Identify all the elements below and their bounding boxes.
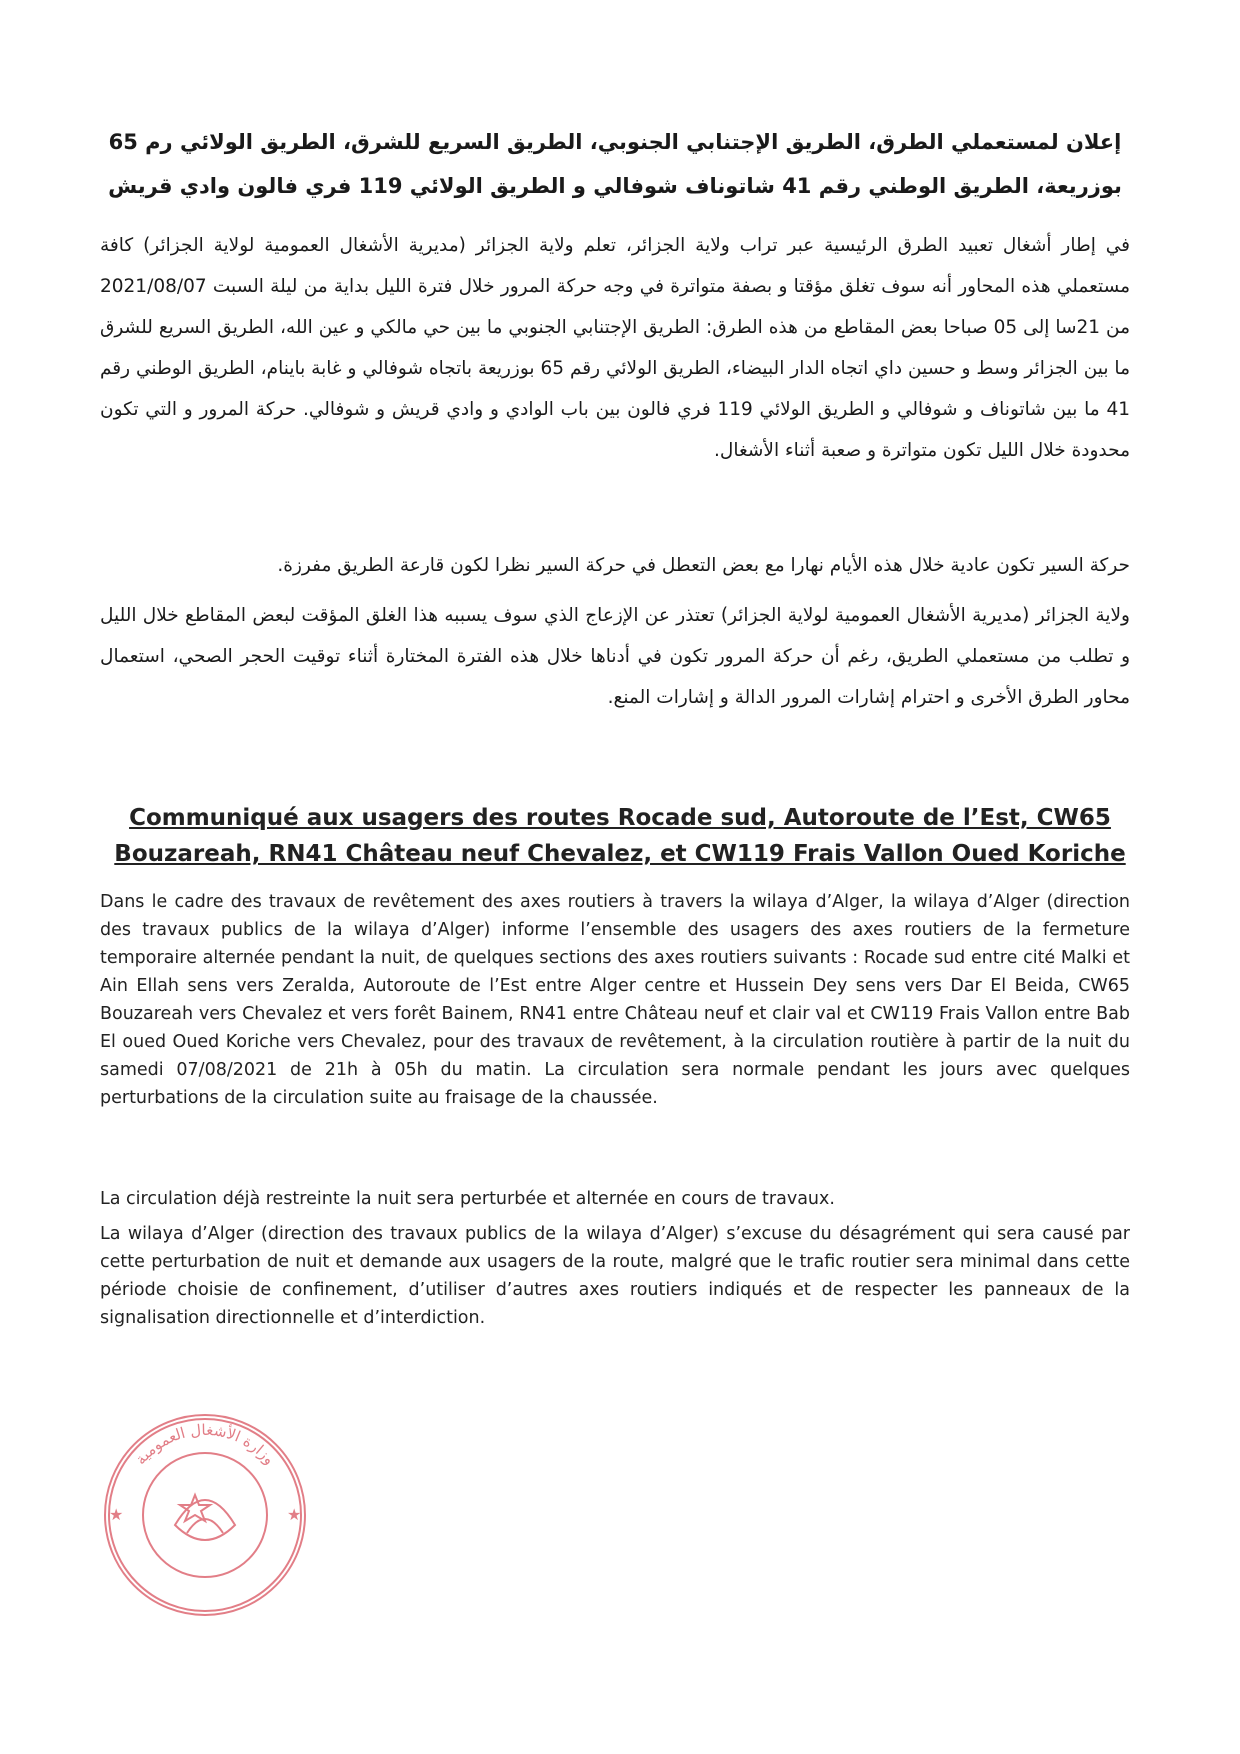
french-paragraph-3: La wilaya d’Alger (direction des travaux publics de la wilaya d’Alger) s’excuse du désagrément qui sera causé par cette perturbation de nuit et demande aux usagers de la route, malgré que le trafic routier sera minimal dans cette période choisie de confinement, d’utiliser d’autres axes routiers indiqués et de respecter les panneaux de la signalisation directionnelle et d’interdiction.	[100, 1224, 1130, 1328]
french-title-line-1: Communiqué aux usagers des routes Rocade sud, Autoroute de l’Est, CW65	[129, 805, 1111, 831]
arabic-title-line-1: إعلان لمستعملي الطرق، الطريق الإجتنابي الجنوبي، الطريق السريع للشرق، الطريق الولائي رم 65	[108, 130, 1122, 154]
arabic-title-line-2: بوزريعة، الطريق الوطني رقم 41 شاتوناف شوفالي و الطريق الولائي 119 فري فالون وادي قريش	[108, 174, 1122, 198]
stamp-star-left-icon: ★	[109, 1505, 124, 1524]
french-title-line-2: Bouzareah, RN41 Château neuf Chevalez, et CW119 Frais Vallon Oued Koriche	[114, 841, 1126, 867]
stamp-text: وزارة الأشغال العمومية	[131, 1420, 279, 1469]
official-stamp	[95, 1405, 315, 1625]
arabic-paragraph-2: حركة السير تكون عادية خلال هذه الأيام نهارا مع بعض التعطل في حركة السير نظرا لكون قارعة الطريق مفرزة.	[277, 555, 1130, 576]
french-paragraph-2: La circulation déjà restreinte la nuit sera perturbée et alternée en cours de travaux.	[100, 1189, 835, 1209]
arabic-title	[100, 120, 1130, 208]
stamp-seal-icon	[95, 1405, 315, 1625]
french-title	[100, 800, 1140, 872]
french-paragraph-1: Dans le cadre des travaux de revêtement des axes routiers à travers la wilaya d’Alger, la wilaya d’Alger (direction des travaux publics de la wilaya d’Alger) informe l’ensemble des usagers des axes routiers de la fermeture temporaire alternée pendant la nuit, de quelques sections des axes routiers suivants : Rocade sud entre cité Malki et Ain Ellah sens vers Zeralda, Autoroute de l’Est entre Alger centre et Hussein Dey sens vers Dar El Beida, CW65 Bouzareah vers Chevalez et vers forêt Bainem, RN41 entre Château neuf et clair val et CW119 Frais Vallon entre Bab El oued Oued Koriche vers Chevalez, pour des travaux de revêtement, à la circulation routière à partir de la nuit du samedi 07/08/2021 de 21h à 05h du matin. La circulation sera normale pendant les jours avec quelques perturbations de la circulation suite au fraisage de la chaussée.	[100, 892, 1130, 1108]
arabic-paragraph-1: في إطار أشغال تعبيد الطرق الرئيسية عبر تراب ولاية الجزائر، تعلم ولاية الجزائر (مديرية الأشغال العمومية لولاية الجزائر) كافة مستعملي هذه المحاور أنه سوف تغلق مؤقتا و بصفة متواترة في وجه حركة المرور خلال فترة الليل بداية من ليلة السبت 2021/08/07 من 21سا إلى 05 صباحا بعض المقاطع من هذه الطرق: الطريق الإجتنابي الجنوبي ما بين حي مالكي و عين الله، الطريق السريع للشرق ما بين الجزائر وسط و حسين داي اتجاه الدار البيضاء، الطريق الولائي رقم 65 بوزريعة باتجاه شوفالي و غابة باينام، الطريق الوطني رقم 41 ما بين شاتوناف و شوفالي و الطريق الولائي 119 فري فالون بين باب الوادي و وادي قريش و شوفالي. حركة المرور و التي تكون محدودة خلال الليل تكون متواترة و صعبة أثناء الأشغال.	[100, 235, 1130, 461]
arabic-paragraph-3: ولاية الجزائر (مديرية الأشغال العمومية لولاية الجزائر) تعتذر عن الإزعاج الذي سوف يسببه هذا الغلق المؤقت لبعض المقاطع خلال الليل و تطلب من مستعملي الطريق، رغم أن حركة المرور تكون في أدناها خلال هذه الفترة المختارة أثناء توقيت الحجر الصحي، استعمال محاور الطرق الأخرى و احترام إشارات المرور الدالة و إشارات المنع.	[100, 605, 1130, 708]
stamp-star-right-icon: ★	[287, 1505, 302, 1524]
